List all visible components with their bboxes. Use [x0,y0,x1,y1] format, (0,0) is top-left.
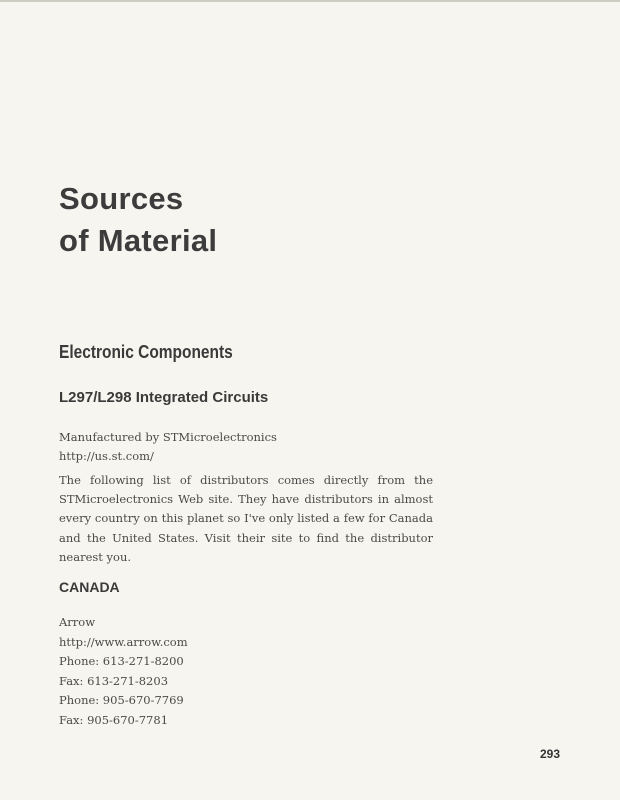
subsection-heading: L297/L298 Integrated Circuits [59,389,269,406]
distributor-fax-2: Fax: 905-670-7781 [59,712,169,727]
top-edge-rule [0,0,620,2]
distributor-url: http://www.arrow.com [59,634,188,649]
distributor-fax-1: Fax: 613-271-8203 [59,673,169,688]
region-heading: CANADA [59,579,120,595]
distributor-entry [59,613,359,730]
manufacturer-name: Manufactured by STMicroelectronics [59,430,277,444]
chapter-title [59,178,217,262]
chapter-title-line-1: Sources [59,181,184,216]
distributor-phone-2: Phone: 905-670-7769 [59,693,184,707]
manufacturer-block [59,428,439,466]
distributor-name: Arrow [59,615,96,629]
page-number: 293 [540,747,561,761]
chapter-title-line-2: of Material [59,223,218,258]
intro-paragraph: The following list of distributors comes directly from the STMicroelectronics Web site. They have distributors in almost every country on this planet so I've only listed a few for Canada and the United States. Visit their site to find the distributor nearest you. [59,473,433,564]
distributor-phone-1: Phone: 613-271-8200 [59,654,184,668]
manufacturer-url: http://us.st.com/ [59,449,154,463]
section-heading: Electronic Components [59,342,233,362]
